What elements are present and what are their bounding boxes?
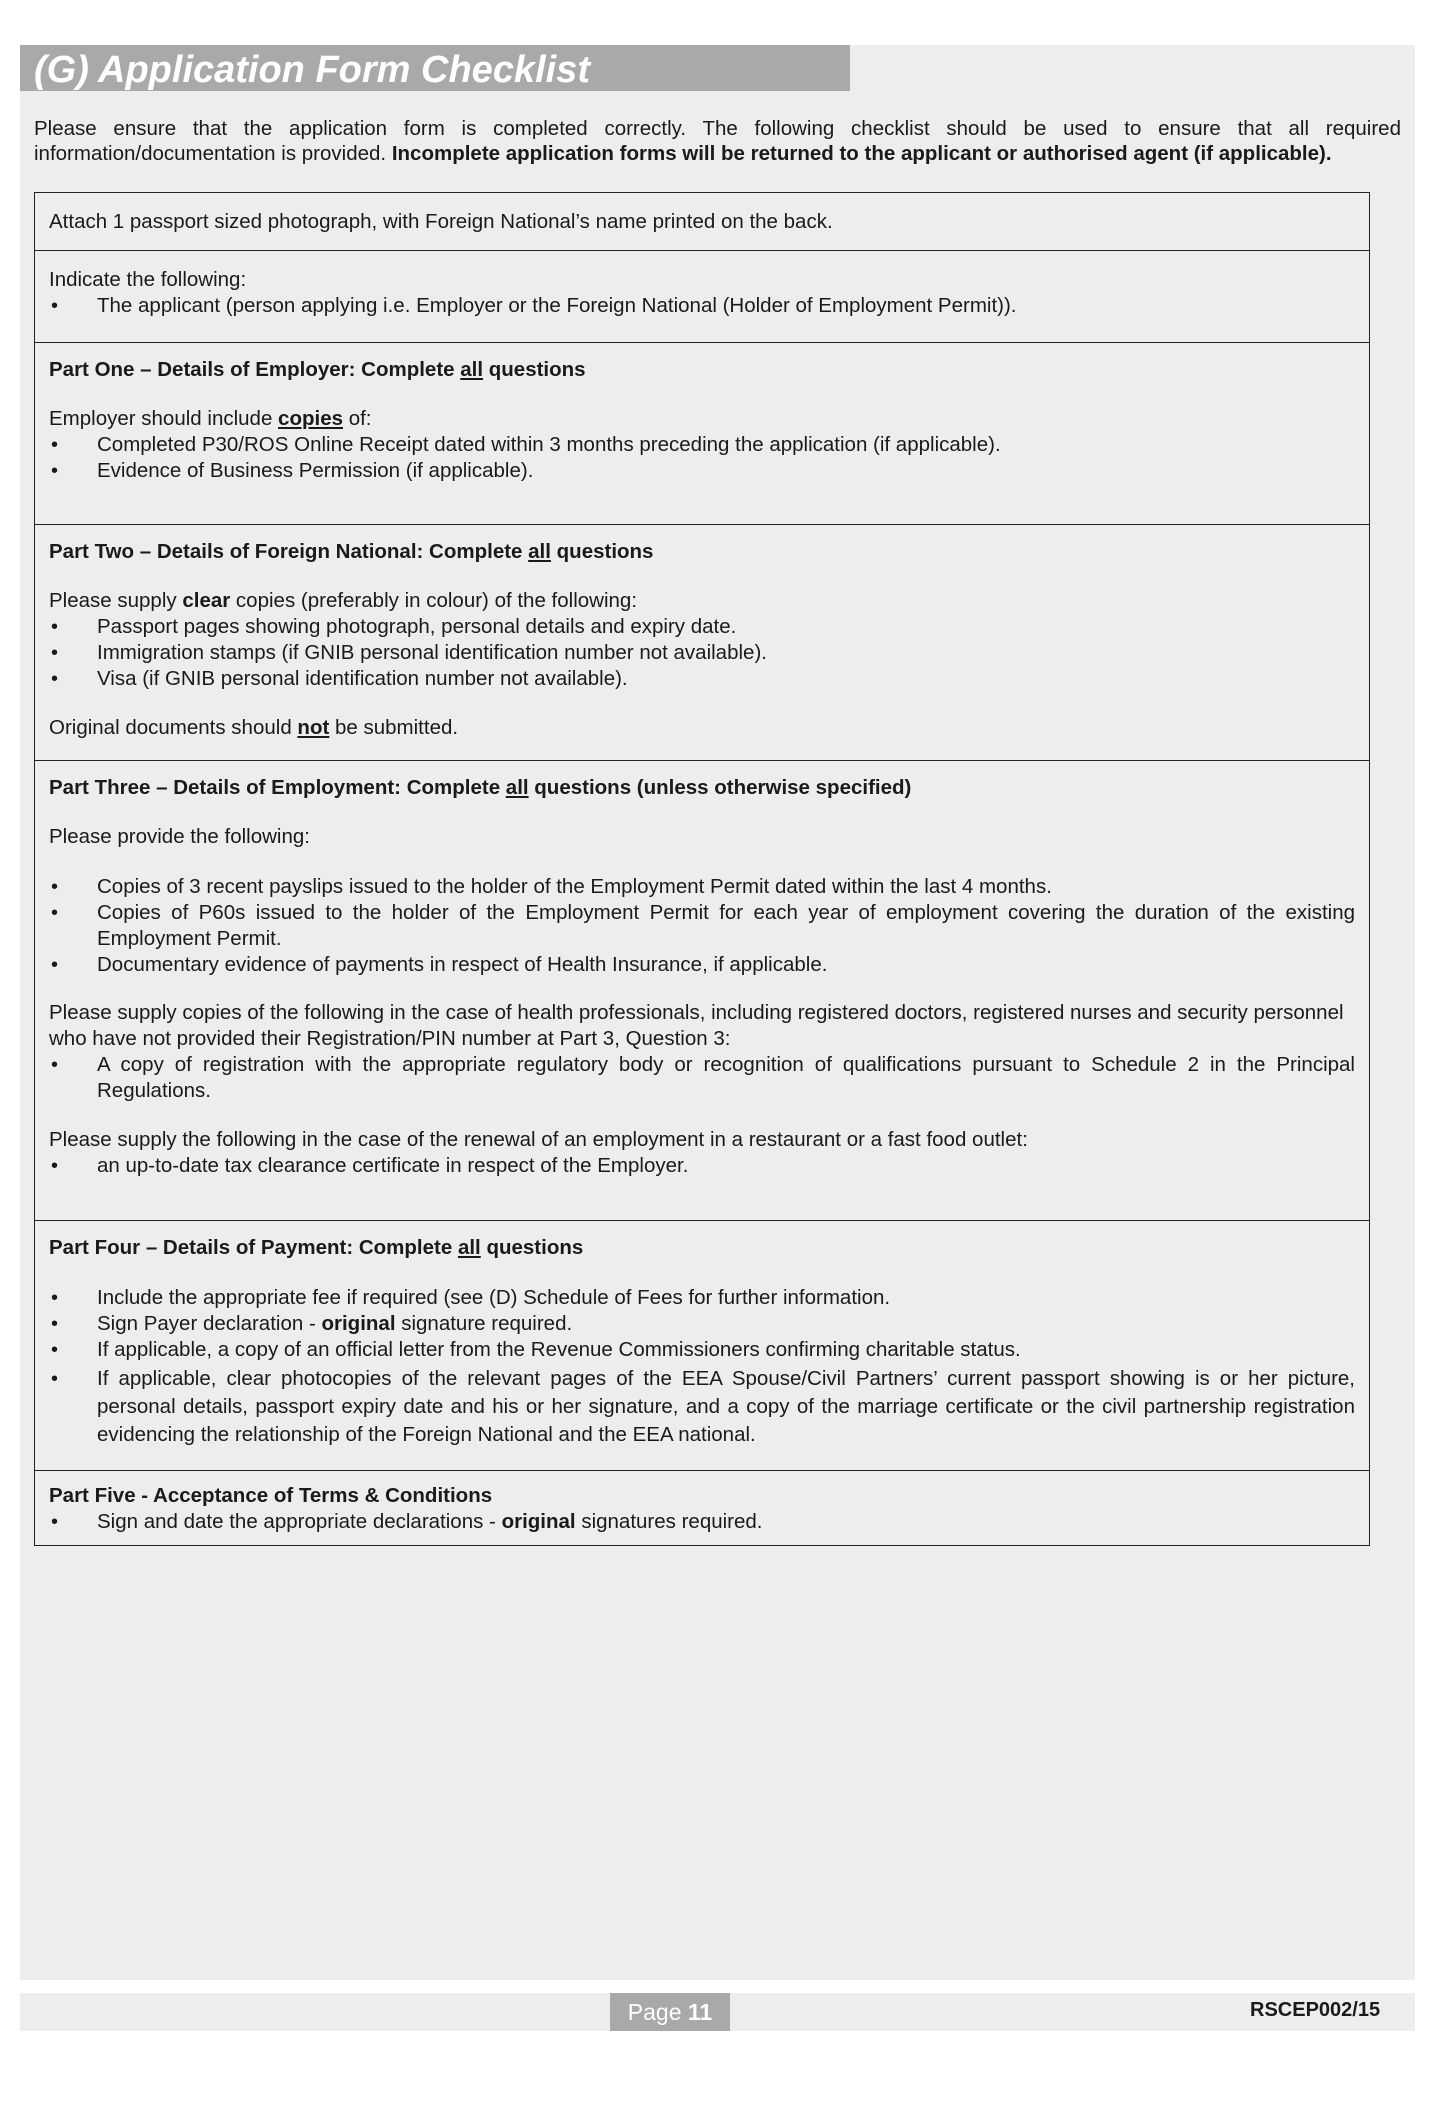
list-item: • If applicable, a copy of an official letter from the Revenue Commissioners confirming charitable status. bbox=[49, 1337, 1355, 1363]
lead-text: Employer should include bbox=[49, 407, 279, 430]
heading-underlined: all bbox=[457, 1236, 481, 1259]
list-item: • Documentary evidence of payments in respect of Health Insurance, if applicable. bbox=[49, 952, 1355, 978]
list-item: • Copies of P60s issued to the holder of the Employment Permit for each year of employment covering the duration of the existing Employment Permit. bbox=[49, 900, 1355, 952]
intro-paragraph bbox=[34, 116, 1401, 166]
note-text: Original documents should bbox=[49, 716, 298, 739]
list-item: • Include the appropriate fee if required (see (D) Schedule of Fees for further information. bbox=[49, 1285, 1355, 1311]
photo-text: Attach 1 passport sized photograph, with Foreign National’s name printed on the back. bbox=[49, 210, 833, 233]
heading-underlined: all bbox=[505, 776, 529, 799]
section-part-one bbox=[35, 343, 1369, 525]
part-two-list bbox=[49, 614, 1355, 692]
intro-warning: Incomplete application forms will be returned to the applicant or authorised agent (if applicable). bbox=[391, 142, 1332, 165]
page-label: Page bbox=[627, 1999, 682, 2025]
part-one-heading bbox=[49, 357, 1355, 383]
part-four-list bbox=[49, 1285, 1355, 1449]
list-item: • an up-to-date tax clearance certificate in respect of the Employer. bbox=[49, 1153, 1355, 1179]
part-three-restaurant-list bbox=[49, 1153, 1355, 1179]
indicate-list bbox=[49, 293, 1355, 319]
part-five-list bbox=[49, 1509, 1355, 1535]
lead-emphasis: copies bbox=[278, 407, 343, 430]
note-text: be submitted. bbox=[329, 716, 459, 739]
item-text: signature required. bbox=[395, 1312, 573, 1335]
page-title: (G) Application Form Checklist bbox=[34, 49, 590, 91]
heading-text: questions bbox=[550, 540, 654, 563]
part-two-lead bbox=[49, 588, 1355, 614]
part-five-heading: Part Five - Acceptance of Terms & Conditions bbox=[49, 1484, 493, 1507]
item-emphasis: original bbox=[501, 1510, 576, 1533]
heading-text: Part One – Details of Employer: Complete bbox=[49, 358, 461, 381]
list-item: • Passport pages showing photograph, personal details and expiry date. bbox=[49, 614, 1355, 640]
list-item: • The applicant (person applying i.e. Employer or the Foreign National (Holder of Employment Permit)). bbox=[49, 293, 1355, 319]
list-item bbox=[49, 1509, 1355, 1535]
part-one-list bbox=[49, 432, 1355, 484]
item-text: signatures required. bbox=[575, 1510, 763, 1533]
lead-emphasis: clear bbox=[182, 589, 231, 612]
heading-text: questions bbox=[480, 1236, 584, 1259]
section-part-five bbox=[35, 1471, 1369, 1545]
heading-underlined: all bbox=[460, 358, 484, 381]
item-text: Sign and date the appropriate declarations - bbox=[97, 1510, 502, 1533]
heading-text: Part Two – Details of Foreign National: Complete bbox=[49, 540, 529, 563]
checklist-table bbox=[34, 192, 1370, 1546]
part-three-heading bbox=[49, 775, 1355, 801]
part-four-heading bbox=[49, 1235, 1355, 1261]
heading-text: questions (unless otherwise specified) bbox=[528, 776, 912, 799]
heading-text: Part Three – Details of Employment: Complete bbox=[49, 776, 506, 799]
note-emphasis: not bbox=[297, 716, 330, 739]
list-item: • If applicable, clear photocopies of the relevant pages of the EEA Spouse/Civil Partners’ current passport showing is or her picture, personal details, passport expiry date and his or her signature, and a copy of the marriage certificate or the civil partnership registration evidencing the relationship of the Foreign National and the EEA national. bbox=[49, 1365, 1355, 1449]
lead-text: copies (preferably in colour) of the following: bbox=[230, 589, 638, 612]
section-indicate bbox=[35, 251, 1369, 343]
lead-text: of: bbox=[343, 407, 372, 430]
part-three-health-list bbox=[49, 1052, 1355, 1104]
page-indicator bbox=[610, 1993, 730, 2031]
part-three-list bbox=[49, 874, 1355, 978]
section-part-three bbox=[35, 761, 1369, 1221]
part-three-health-lead: Please supply copies of the following in the case of health professionals, including registered doctors, registered nurses and security personnel who have not provided their Registration/PIN number at Part 3, Question 3: bbox=[49, 1001, 1344, 1050]
list-item: • Copies of 3 recent payslips issued to the holder of the Employment Permit dated within the last 4 months. bbox=[49, 874, 1355, 900]
list-item: • A copy of registration with the appropriate regulatory body or recognition of qualifications pursuant to Schedule 2 in the Principal Regulations. bbox=[49, 1052, 1355, 1104]
list-item: • Completed P30/ROS Online Receipt dated within 3 months preceding the application (if applicable). bbox=[49, 432, 1355, 458]
intro-text: Please ensure that the application form is completed correctly. The following checklist should be used to ensure that all required information/documentation is provided. bbox=[34, 117, 1401, 165]
page-number: 11 bbox=[687, 1999, 713, 2025]
lead-text: Please supply bbox=[49, 589, 183, 612]
title-bar bbox=[20, 45, 850, 91]
item-text: Sign Payer declaration - bbox=[97, 1312, 322, 1335]
section-photo bbox=[35, 193, 1369, 251]
part-one-lead bbox=[49, 406, 1355, 432]
section-part-four bbox=[35, 1221, 1369, 1471]
part-three-lead: Please provide the following: bbox=[49, 825, 310, 848]
part-two-note bbox=[49, 715, 1355, 741]
part-three-restaurant-lead: Please supply the following in the case of the renewal of an employment in a restaurant or a fast food outlet: bbox=[49, 1128, 1028, 1151]
item-emphasis: original bbox=[321, 1312, 396, 1335]
heading-text: questions bbox=[483, 358, 586, 381]
heading-underlined: all bbox=[528, 540, 551, 563]
list-item: • Visa (if GNIB personal identification number not available). bbox=[49, 666, 1355, 692]
section-part-two bbox=[35, 525, 1369, 761]
list-item: • Evidence of Business Permission (if applicable). bbox=[49, 458, 1355, 484]
list-item: • Immigration stamps (if GNIB personal identification number not available). bbox=[49, 640, 1355, 666]
heading-text: Part Four – Details of Payment: Complete bbox=[49, 1236, 458, 1259]
part-two-heading bbox=[49, 539, 1355, 565]
indicate-lead: Indicate the following: bbox=[49, 268, 247, 291]
document-code: RSCEP002/15 bbox=[1250, 1999, 1381, 2021]
list-item bbox=[49, 1311, 1355, 1337]
